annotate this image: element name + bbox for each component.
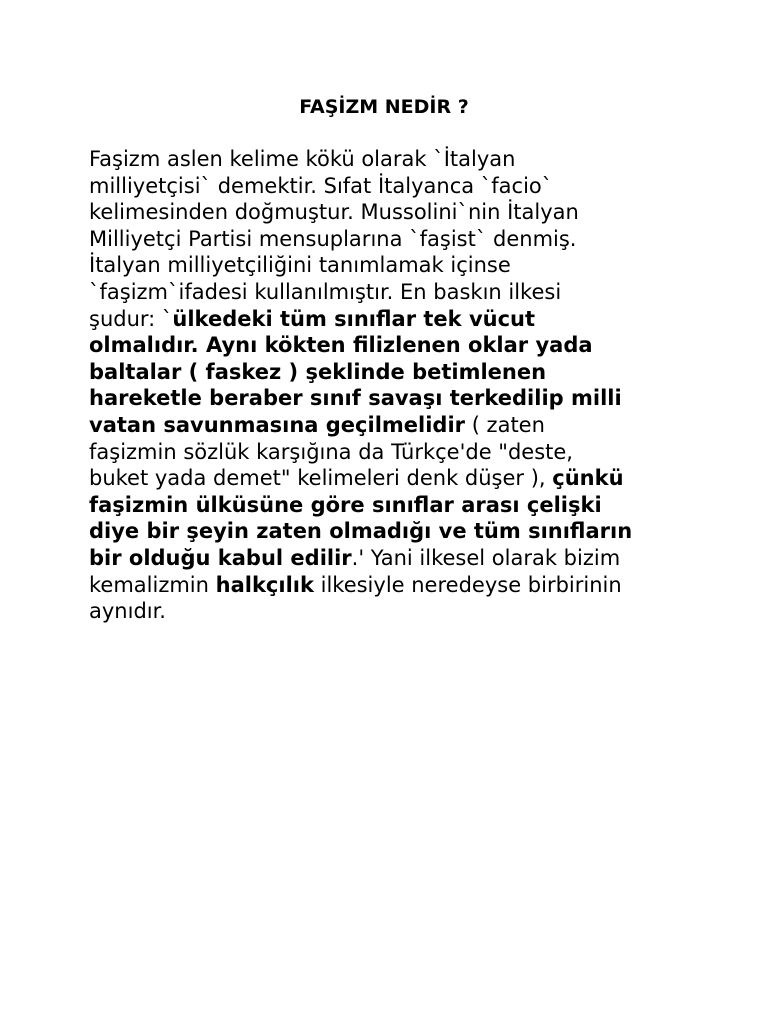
text-line bbox=[89, 545, 689, 572]
text-segment: Milliyetçi Partisi mensuplarına `faşist` denmiş. bbox=[89, 226, 577, 251]
text-line bbox=[89, 385, 689, 412]
bold-text-segment: ülkedeki tüm sınıflar tek vücut bbox=[172, 306, 536, 331]
text-segment: aynıdır. bbox=[89, 599, 166, 624]
bold-text-segment: halkçılık bbox=[215, 572, 314, 597]
text-segment: ilkesiyle neredeyse birbirinin bbox=[313, 572, 622, 597]
text-line bbox=[89, 332, 689, 359]
text-line bbox=[89, 518, 689, 545]
text-segment: buket yada demet" kelimeleri denk düşer ), bbox=[89, 466, 553, 491]
text-segment: `faşizm`ifadesi kullanılmıştır. En baskın ilkesi bbox=[89, 279, 562, 304]
text-line bbox=[89, 492, 689, 519]
text-line bbox=[89, 306, 689, 333]
text-segment: Faşizm aslen kelime kökü olarak `İtalyan bbox=[89, 147, 516, 171]
text-segment: şudur: ` bbox=[89, 306, 173, 331]
bold-text-segment: olmalıdır. Aynı kökten filizlenen oklar yada bbox=[89, 333, 593, 358]
text-line bbox=[89, 173, 689, 200]
bold-text-segment: çünkü bbox=[552, 466, 624, 491]
text-segment: .' Yani ilkesel olarak bizim bbox=[351, 545, 621, 570]
bold-text-segment: bir olduğu kabul edilir bbox=[89, 545, 352, 570]
bold-text-segment: diye bir şeyin zaten olmadığı ve tüm sınıfların bbox=[89, 519, 633, 544]
text-line bbox=[89, 146, 689, 173]
text-line bbox=[89, 465, 689, 492]
text-segment: ( zaten bbox=[465, 412, 545, 437]
text-line bbox=[89, 226, 689, 253]
bold-text-segment: hareketle beraber sınıf savaşı terkedilip milli bbox=[89, 386, 622, 411]
text-segment: İtalyan milliyetçiliğini tanımlamak içinse bbox=[89, 253, 511, 278]
text-segment: milliyetçisi` demektir. Sıfat İtalyanca `facio` bbox=[89, 173, 553, 198]
bold-text-segment: faşizmin ülküsüne göre sınıflar arası çelişki bbox=[89, 492, 602, 517]
text-line bbox=[89, 359, 689, 386]
text-line bbox=[89, 279, 689, 306]
text-line bbox=[89, 572, 689, 599]
document-title: FAŞİZM NEDİR ? bbox=[299, 96, 469, 118]
document-body bbox=[89, 146, 689, 625]
text-segment: faşizmin sözlük karşığına da Türkçe'de "deste, bbox=[89, 439, 573, 464]
text-line bbox=[89, 439, 689, 466]
text-line bbox=[89, 598, 689, 625]
text-segment: kelimesinden doğmuştur. Mussolini`nin İtalyan bbox=[89, 200, 579, 225]
text-line bbox=[89, 199, 689, 226]
text-line bbox=[89, 412, 689, 439]
text-line bbox=[89, 252, 689, 279]
bold-text-segment: vatan savunmasına geçilmelidir bbox=[89, 412, 466, 437]
text-segment: kemalizmin bbox=[89, 572, 216, 597]
bold-text-segment: baltalar ( faskez ) şeklinde betimlenen bbox=[89, 359, 547, 384]
